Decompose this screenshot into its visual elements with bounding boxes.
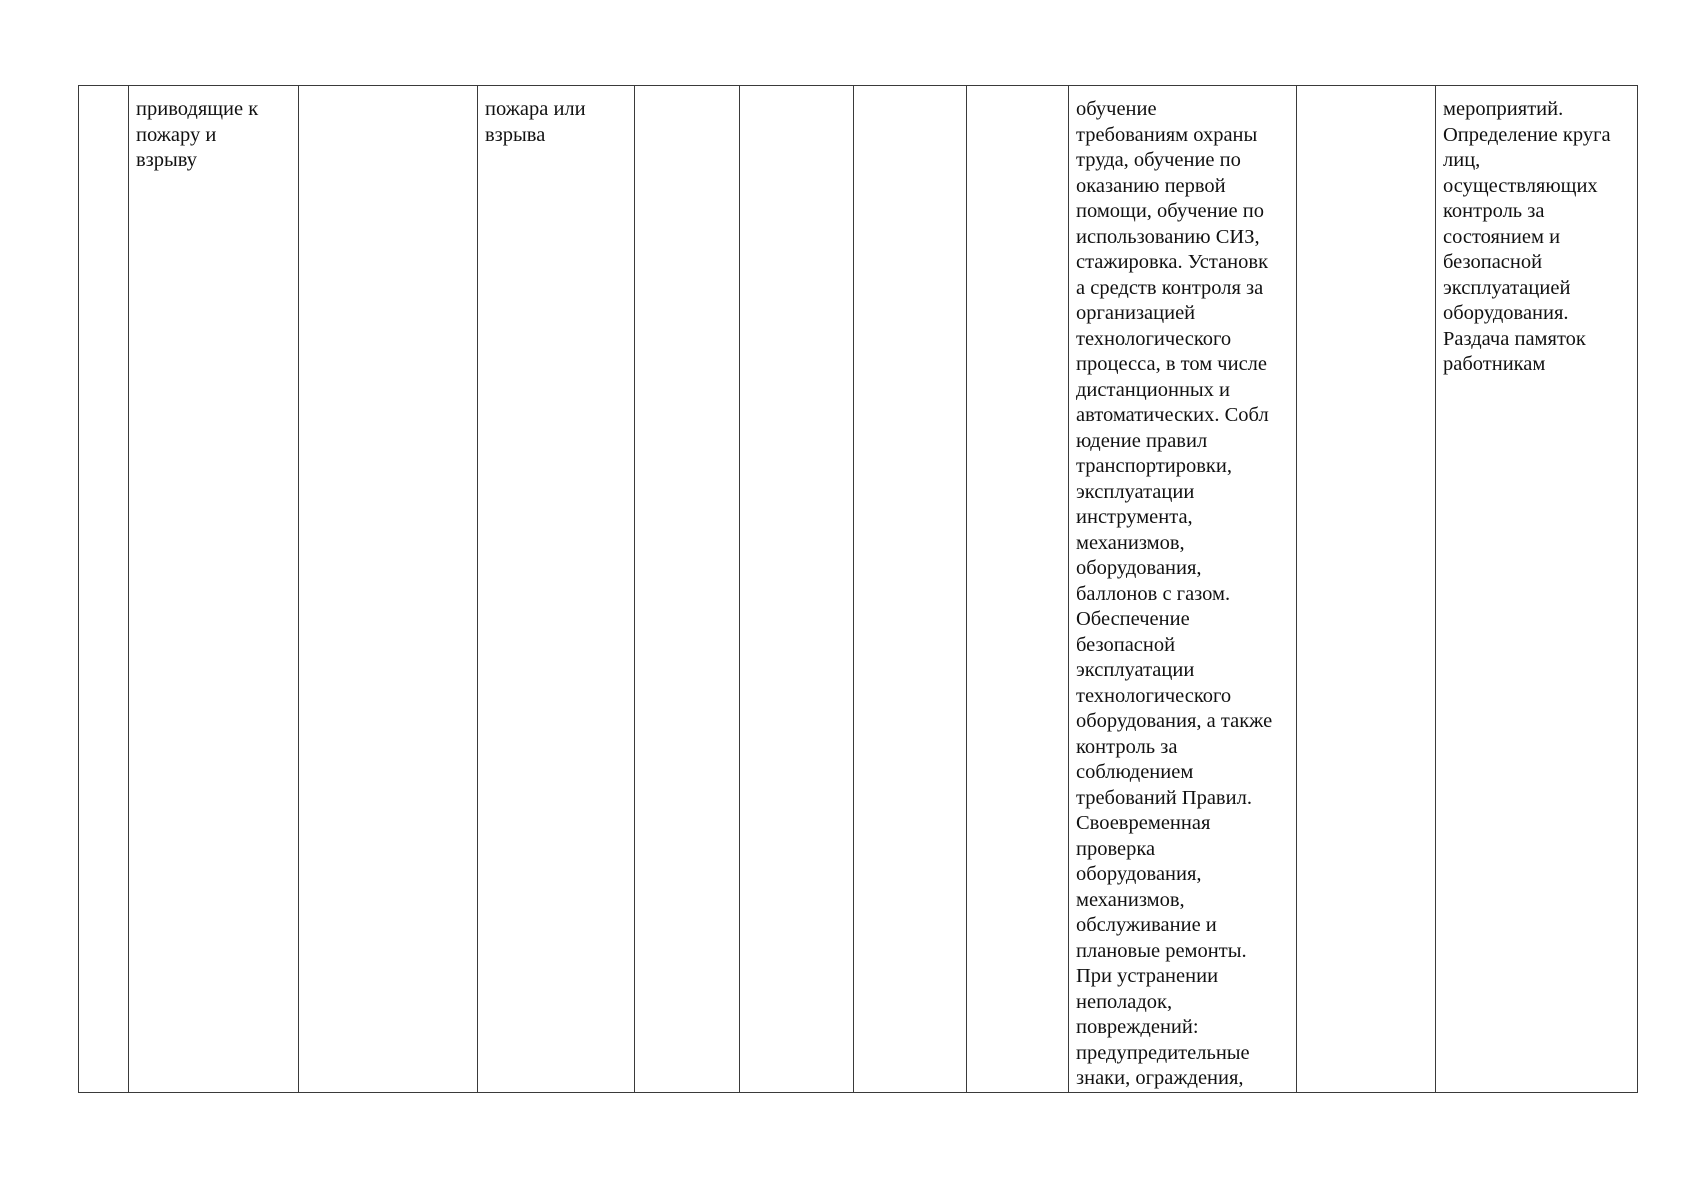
table-cell <box>740 86 854 1093</box>
table-cell <box>967 86 1069 1093</box>
table-cell-hazard: приводящие к пожару и взрыву <box>129 86 299 1093</box>
table-cell <box>299 86 478 1093</box>
document-table <box>78 85 1638 1093</box>
table-row <box>79 86 1638 1093</box>
table-cell <box>1297 86 1436 1093</box>
table-cell-measures: обучение требованиям охраны труда, обучение по оказанию первой помощи, обучение по использованию СИЗ, стажировка. Установк а средств контроля за организацией технологического процесса, в том числе дистанционных и автоматических. Собл юдение правил транспортировки, эксплуатации инструмента, механизмов, оборудования, баллонов с газом. Обеспечение безопасной эксплуатации технологического оборудования, а также контроль за соблюдением требований Правил. Своевременная проверка оборудования, механизмов, обслуживание и плановые ремонты. При устранении неполадок, повреждений: предупредительные знаки, ограждения, <box>1069 86 1297 1093</box>
table-cell <box>854 86 967 1093</box>
table-cell-number <box>79 86 129 1093</box>
table-cell-hazardous-event: пожара или взрыва <box>478 86 635 1093</box>
table-cell-control-measures: мероприятий. Определение круга лиц, осуществляющих контроль за состоянием и безопасной эксплуатацией оборудования. Раздача памяток работникам <box>1436 86 1638 1093</box>
table-cell <box>635 86 740 1093</box>
